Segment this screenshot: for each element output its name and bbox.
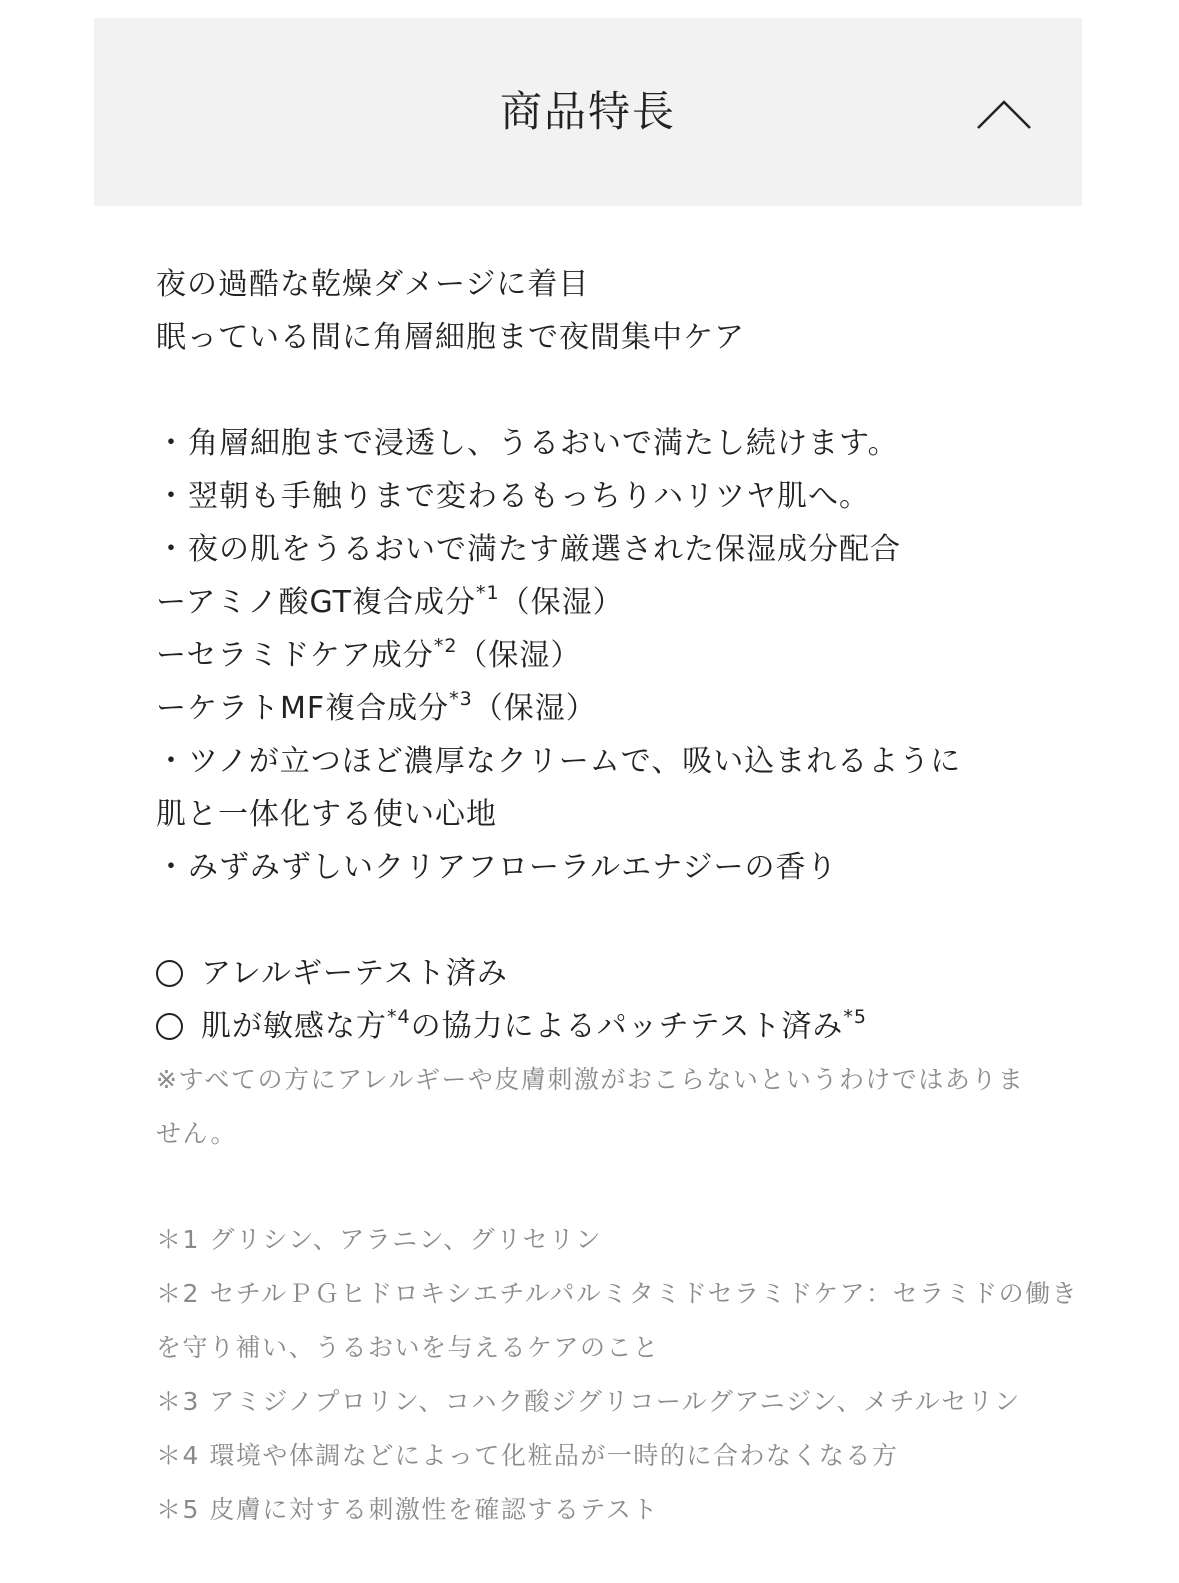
bullet: ・ (156, 850, 187, 885)
intro-line-2: 眠っている間に角層細胞まで夜間集中ケア (156, 320, 745, 355)
footnote-ref: *3 (449, 688, 473, 710)
bullet: ・ (156, 479, 187, 514)
bullet: ・ (156, 426, 187, 461)
feature-text: 翌朝も手触りまで変わるもっちりハリツヤ肌へ。 (188, 479, 870, 514)
bullet: ・ (156, 744, 187, 779)
feature-item-2 (156, 470, 1036, 523)
circle-icon (156, 1013, 183, 1040)
test-item-2 (156, 1000, 1036, 1053)
test-item-1 (156, 947, 1036, 1000)
accordion-title: 商品特長 (499, 87, 676, 136)
footnote-2: ＊2 セチルＰＧヒドロキシエチルパルミタミドセラミドケア：セラミドの働き (156, 1279, 1079, 1308)
ingredient-purpose: （保湿） (472, 691, 597, 726)
footnote-2-cont: を守り補い、うるおいを与えるケアのこと (156, 1333, 660, 1362)
test-text: アレルギーテスト済み (201, 956, 508, 991)
circle-icon (156, 960, 183, 987)
test-text: 肌が敏感な方 (201, 1009, 387, 1044)
test-text: の協力によるパッチテスト済み (410, 1009, 844, 1044)
ingredient-3 (156, 682, 1036, 735)
feature-item-1 (156, 417, 1036, 470)
feature-item-3 (156, 523, 1036, 576)
feature-text: 角層細胞まで浸透し、うるおいで満たし続けます。 (188, 426, 899, 461)
feature-item-4-cont: 肌と一体化する使い心地 (156, 797, 497, 832)
footnote-ref: *4 (387, 1006, 411, 1028)
accordion-header[interactable] (94, 18, 1082, 206)
feature-item-5 (156, 841, 1036, 894)
feature-text: みずみずしいクリアフローラルエナジーの香り (188, 850, 838, 885)
disclaimer-line-1: ※すべての方にアレルギーや皮膚刺激がおこらないというわけではありま (156, 1065, 1025, 1094)
ingredient-name: ーアミノ酸GT複合成分 (156, 585, 477, 620)
ingredient-name: ーセラミドケア成分 (156, 638, 434, 673)
footnote-5: ＊5 皮膚に対する刺激性を確認するテスト (156, 1495, 659, 1524)
feature-text: ツノが立つほど濃厚なクリームで、吸い込まれるように (188, 744, 962, 779)
chevron-up-icon[interactable] (976, 98, 1032, 130)
bullet: ・ (156, 532, 187, 567)
accordion-content (156, 258, 1079, 1537)
footnote-3: ＊3 アミジノプロリン、コハク酸ジグリコールグアニジン、メチルセリン (156, 1387, 1021, 1416)
footnote-ref: *5 (843, 1006, 867, 1028)
intro-line-1: 夜の過酷な乾燥ダメージに着目 (156, 267, 590, 302)
ingredient-purpose: （保湿） (457, 638, 582, 673)
feature-item-4 (156, 735, 1036, 788)
ingredient-1 (156, 576, 1036, 629)
footnote-4: ＊4 環境や体調などによって化粧品が一時的に合わなくなる方 (156, 1441, 899, 1470)
footnote-ref: *2 (433, 635, 458, 657)
ingredient-purpose: （保湿） (499, 585, 624, 620)
footnote-1: ＊1 グリシン、アラニン、グリセリン (156, 1225, 602, 1254)
ingredient-name: ーケラトMF複合成分 (156, 691, 450, 726)
feature-text: 夜の肌をうるおいで満たす厳選された保湿成分配合 (188, 532, 901, 567)
footnote-ref: *1 (476, 582, 500, 604)
ingredient-2 (156, 629, 1036, 682)
disclaimer-line-2: せん。 (156, 1119, 238, 1148)
